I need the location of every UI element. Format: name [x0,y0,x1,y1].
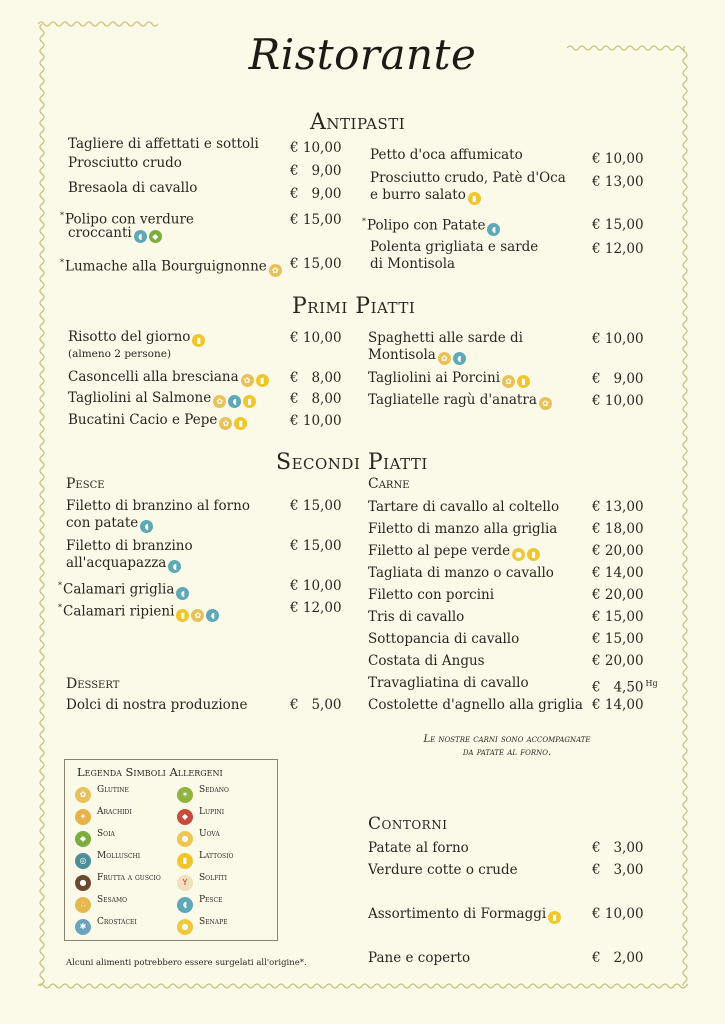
menu-item: Pane e coperto [368,950,471,966]
menu-item: Tagliata di manzo o cavallo [368,565,554,581]
star-mark: * [362,217,366,226]
menu-price: € 10,00 [290,413,342,429]
menu-price: € 15,00 [290,538,342,554]
menu-item: e burro salato ▮ [370,187,481,205]
menu-price: € 14,00 [592,565,644,581]
legend-item: ● Uova [177,829,220,847]
menu-price: € 12,00 [290,600,342,616]
menu-price: € 12,00 [592,241,644,257]
pesce-subtitle: Pesce [66,476,105,492]
arachidi-icon: ✦ [75,809,91,825]
star-mark: * [60,211,64,220]
unit-label: Hg [645,679,658,688]
legend-item: ◖ Pesce [177,895,223,913]
pesce-icon: ◖ [176,587,189,600]
pesce-icon: ◖ [453,352,466,365]
dessert-title: Dessert [66,676,120,692]
legend-item: ◎ Molluschi [75,851,140,869]
menu-price: € 10,00 [290,330,342,346]
menu-item: Bresaola di cavallo [68,180,198,196]
lattosio-icon: ▮ [177,853,193,869]
latte-icon: ▮ [548,911,561,924]
menu-item: Polenta grigliata e sarde [370,239,539,255]
menu-item: Patate al forno [368,840,469,856]
antipasti-title: Antipasti [310,110,406,135]
menu-item: Dolci di nostra produzione [66,697,248,713]
menu-item: Verdure cotte o crude [368,862,518,878]
left-border [38,24,46,986]
latte-icon: ▮ [243,395,256,408]
star-mark: * [58,603,62,612]
menu-price: € 10,00 [592,393,644,409]
menu-item: Casoncelli alla bresciana ✿ ▮ [68,369,269,387]
menu-price: € 15,00 [290,256,342,272]
menu-item: *Polipo con verdure [60,211,194,228]
carni-note-line: da patate al forno. [462,747,552,758]
menu-item: Costata di Angus [368,653,485,669]
pesce-icon: ◖ [228,395,241,408]
menu-price: € 10,00 [592,906,644,922]
menu-price: € 9,00 [592,371,644,387]
menu-item: Tagliatelle ragù d'anatra ✿ [368,392,552,410]
menu-price: € 9,00 [290,163,342,179]
legend-item: ∴ Sesamo [75,895,127,913]
legend-item: ◆ Lupini [177,807,224,825]
glutine-icon: ✿ [75,787,91,803]
menu-item: di Montisola [370,256,456,272]
lupini-icon: ◆ [177,809,193,825]
frutta-a-guscio-icon: ● [75,875,91,891]
menu-item: Tagliere di affettati e sottoli [68,136,259,152]
menu-item: Filetto di manzo alla griglia [368,521,558,537]
menu-item: Prosciutto crudo [68,155,182,171]
menu-price: € 8,00 [290,391,342,407]
glutine-icon: ✿ [269,264,282,277]
menu-item: Bucatini Cacio e Pepe ✿ ▮ [68,412,247,430]
carne-subtitle: Carne [368,476,410,492]
latte-icon: ▮ [468,192,481,205]
menu-price: € 4,50 $^{Hg}$ [592,679,658,696]
menu-price: € 2,00 [592,950,644,966]
menu-item: Spaghetti alle sarde di [368,330,523,346]
menu-item: Costolette d'agnello alla griglia [368,697,583,713]
legend-item: ▮ Lattosio [177,851,233,869]
glutine-icon: ✿ [241,374,254,387]
menu-item: Tartare di cavallo al coltello [368,499,560,515]
molluschi-icon: ◎ [75,853,91,869]
menu-item: Petto d'oca affumicato [370,147,523,163]
menu-price: € 13,00 [592,499,644,515]
menu-price: € 10,00 [290,140,342,156]
menu-item: con patate ◖ [66,515,153,533]
top-border-left [38,20,158,28]
latte-icon: ▮ [192,334,205,347]
solfiti-icon: Y [177,875,193,891]
legend-item: ● Senape [177,917,228,935]
menu-item: Sottopancia di cavallo [368,631,520,647]
menu-item: Tris di cavallo [368,609,465,625]
menu-price: € 9,00 [290,186,342,202]
soia-icon: ◆ [149,230,162,243]
menu-item: all'acquapazza ◖ [66,555,181,573]
bottom-border [38,982,688,990]
menu-item: *Lumache alla Bourguignonne ✿ [60,254,282,277]
menu-item: Filetto di branzino al forno [66,498,250,514]
menu-price: € 5,00 [290,697,342,713]
menu-item: Tagliolini ai Porcini ✿ ▮ [368,370,530,388]
menu-item: Filetto di branzino [66,538,193,554]
menu-item-note: (almeno 2 persone) [68,348,172,360]
menu-price: € 3,00 [592,862,644,878]
contorni-title: Contorni [368,814,448,834]
menu-price: € 13,00 [592,174,644,190]
glutine-icon: ✿ [502,375,515,388]
sedano-icon: ✶ [177,787,193,803]
legend-item: Y Solfiti [177,873,227,891]
menu-item: Tagliolini al Salmone ✿ ◖ ▮ [68,390,256,408]
pesce-icon: ◖ [168,560,181,573]
glutine-icon: ✿ [219,417,232,430]
legend-item: ✦ Arachidi [75,807,132,825]
legend-item: ◆ Soia [75,829,115,847]
star-mark: * [58,581,62,590]
crostacei-icon: ✱ [75,919,91,935]
menu-price: € 15,00 [592,631,644,647]
secondi-title: Secondi Piatti [276,450,428,475]
menu-item: Prosciutto crudo, Patè d'Oca [370,170,566,186]
legend-item: ✱ Crostacei [75,917,137,935]
glutine-icon: ✿ [191,609,204,622]
pesce-icon: ◖ [140,520,153,533]
latte-icon: ▮ [256,374,269,387]
pesce-icon: ◖ [134,230,147,243]
latte-icon: ▮ [234,417,247,430]
senape-icon: ● [512,548,525,561]
primi-title: Primi Piatti [292,294,416,319]
pesce-icon: ◖ [487,223,500,236]
menu-price: € 20,00 [592,653,644,669]
soia-icon: ◆ [75,831,91,847]
carni-note-line: Le nostre carni sono accompagnate [423,734,591,745]
menu-item: Travagliatina di cavallo [368,675,529,691]
latte-icon: ▮ [176,609,189,622]
menu-price: € 15,00 [290,498,342,514]
glutine-icon: ✿ [438,352,451,365]
menu-price: € 8,00 [290,370,342,386]
right-border [681,46,689,986]
origin-note: Alcuni alimenti potrebbero essere surgelati all'origine*. [66,958,307,968]
menu-price: € 14,00 [592,697,644,713]
carni-note [372,733,642,759]
pesce-icon: ◖ [206,609,219,622]
menu-item: Assortimento di Formaggi ▮ [368,906,561,924]
menu-price: € 20,00 [592,543,644,559]
latte-icon: ▮ [527,548,540,561]
uova-icon: ● [177,831,193,847]
menu-price: € 10,00 [592,331,644,347]
glutine-icon: ✿ [539,397,552,410]
menu-item: *Polipo con Patate ◖ [362,213,500,236]
page-title: Ristorante [248,30,477,79]
legend-item: ● Frutta a guscio [75,873,161,891]
latte-icon: ▮ [517,375,530,388]
legend-item: ✿ Glutine [75,785,129,803]
menu-price: € 3,00 [592,840,644,856]
legend-item: ✶ Sedano [177,785,229,803]
menu-item: Filetto al pepe verde ● ▮ [368,543,540,561]
menu-price: € 15,00 [592,609,644,625]
menu-price: € 20,00 [592,587,644,603]
legend-title: Legenda Simboli Allergeni [77,765,223,779]
menu-price: € 15,00 [592,217,644,233]
menu-price: € 10,00 [592,151,644,167]
pesce-icon: ◖ [177,897,193,913]
star-mark: * [60,258,64,267]
menu-price: € 18,00 [592,521,644,537]
menu-item: Montisola ✿ ◖ [368,347,466,365]
menu-item: Filetto con porcini [368,587,495,603]
sesamo-icon: ∴ [75,897,91,913]
menu-item: *Calamari ripieni ▮ ✿ ◖ [58,599,219,622]
menu-item: croccanti ◖ ◆ [68,225,162,243]
menu-price: € 10,00 [290,578,342,594]
glutine-icon: ✿ [213,395,226,408]
allergen-legend [64,759,278,941]
menu-item: Risotto del giorno ▮ [68,329,205,347]
menu-item: *Calamari griglia ◖ [58,577,189,600]
menu-price: € 15,00 [290,212,342,228]
senape-icon: ● [177,919,193,935]
